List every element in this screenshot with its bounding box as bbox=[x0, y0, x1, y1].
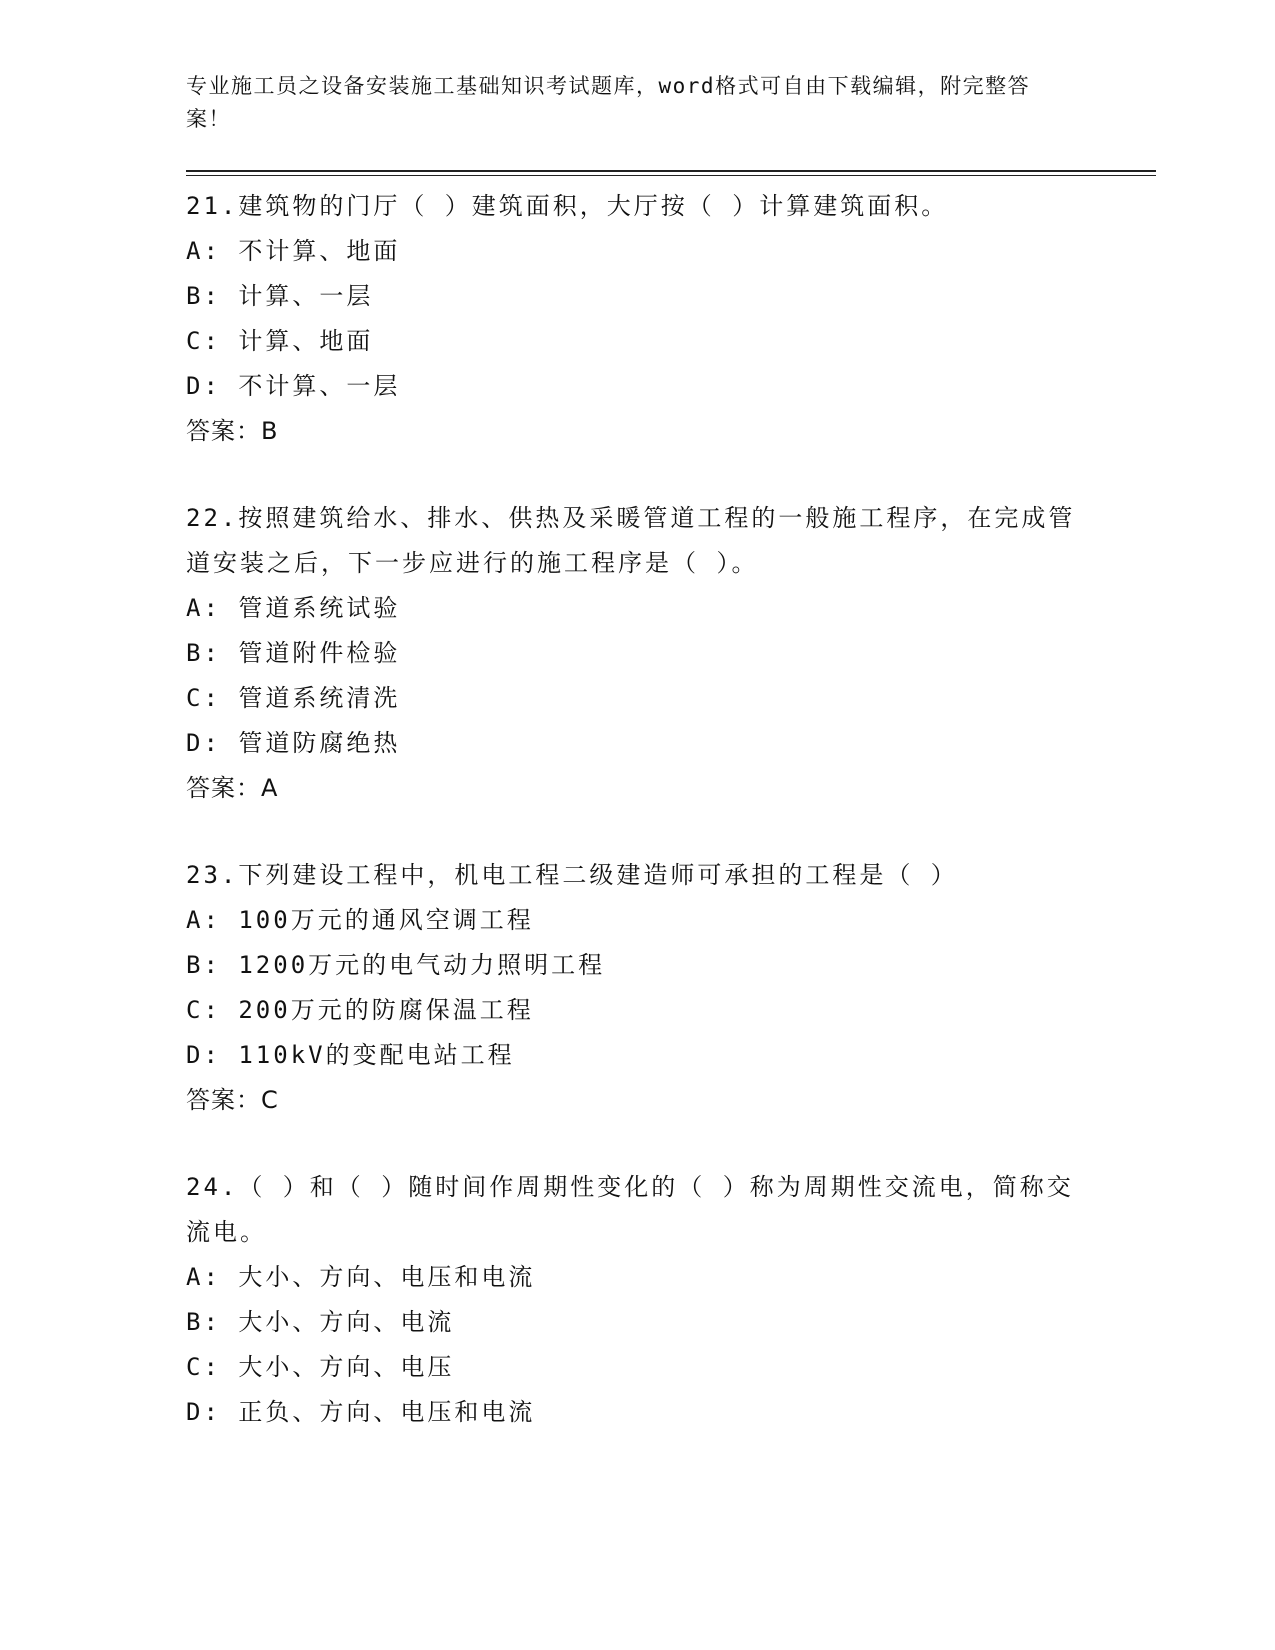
option-a: A: 100万元的通风空调工程 bbox=[186, 906, 534, 934]
document-header: 专业施工员之设备安装施工基础知识考试题库，word格式可自由下载编辑，附完整答案！ bbox=[186, 74, 1031, 131]
option-b: B: 计算、一层 bbox=[186, 282, 374, 310]
question-text: 21.建筑物的门厅（ ）建筑面积，大厅按（ ）计算建筑面积。 bbox=[186, 192, 949, 220]
option-b: B: 管道附件检验 bbox=[186, 639, 401, 667]
document-page bbox=[186, 70, 1156, 1435]
option-d: D: 不计算、一层 bbox=[186, 372, 401, 400]
option-c: C: 管道系统清洗 bbox=[186, 684, 401, 712]
option-d: D: 110kV的变配电站工程 bbox=[186, 1041, 515, 1069]
option-c: C: 200万元的防腐保温工程 bbox=[186, 996, 534, 1024]
question-24 bbox=[186, 1165, 1156, 1435]
question-22 bbox=[186, 496, 1156, 811]
answer-label: 答案：B bbox=[186, 417, 279, 445]
answer-label: 答案：A bbox=[186, 774, 279, 802]
question-text: 22.按照建筑给水、排水、供热及采暖管道工程的一般施工程序，在完成管道安装之后，下一步应进行的施工程序是（ ）。 bbox=[186, 504, 1076, 577]
option-a: A: 大小、方向、电压和电流 bbox=[186, 1263, 536, 1291]
option-b: B: 大小、方向、电流 bbox=[186, 1308, 455, 1336]
option-d: D: 管道防腐绝热 bbox=[186, 729, 401, 757]
question-text: 23.下列建设工程中，机电工程二级建造师可承担的工程是（ ） bbox=[186, 861, 958, 889]
answer-label: 答案：C bbox=[186, 1086, 279, 1114]
option-d: D: 正负、方向、电压和电流 bbox=[186, 1398, 536, 1426]
header-divider bbox=[186, 170, 1156, 176]
question-21 bbox=[186, 184, 1156, 454]
option-c: C: 计算、地面 bbox=[186, 327, 374, 355]
question-23 bbox=[186, 853, 1156, 1123]
question-text: 24.（ ）和（ ）随时间作周期性变化的（ ）称为周期性交流电，简称交流电。 bbox=[186, 1173, 1074, 1246]
option-b: B: 1200万元的电气动力照明工程 bbox=[186, 951, 606, 979]
option-a: A: 管道系统试验 bbox=[186, 594, 401, 622]
option-a: A: 不计算、地面 bbox=[186, 237, 401, 265]
option-c: C: 大小、方向、电压 bbox=[186, 1353, 455, 1381]
